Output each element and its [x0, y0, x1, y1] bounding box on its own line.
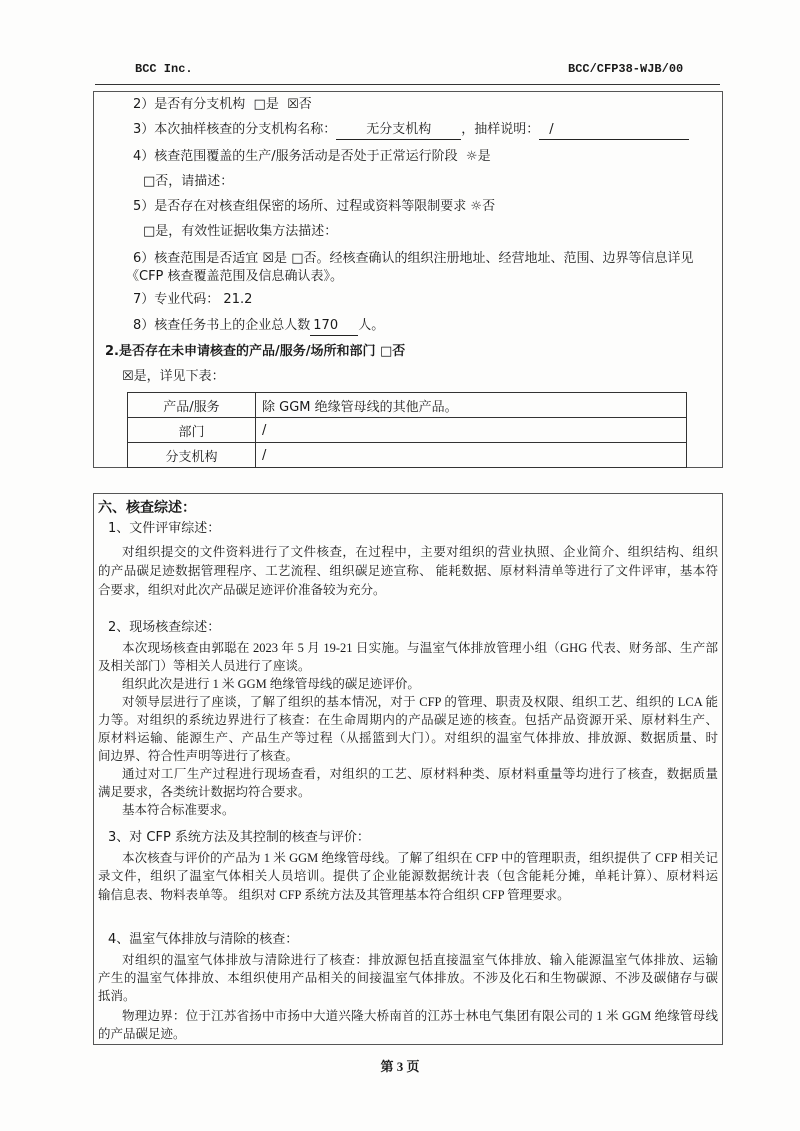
q7-label: 7）专业代码： — [133, 292, 220, 307]
q2 — [133, 96, 312, 114]
table-row — [128, 443, 687, 468]
paragraph-line: 抵消。 — [98, 989, 136, 1003]
paragraph-line: 的产品碳足迹。 — [98, 1027, 186, 1041]
paragraph-line: 组织此次是进行 1 米 GGM 绝缘管母线的碳足迹评价。 — [122, 677, 420, 691]
header-company: BCC Inc. — [135, 62, 193, 76]
header-doc-code: BCC/CFP38-WJB/00 — [568, 62, 684, 76]
headcount-value: 170 — [310, 317, 358, 336]
q7 — [133, 291, 252, 309]
q3-sep: ，抽样说明： — [461, 122, 540, 137]
sample-note-value: / — [539, 121, 689, 140]
row-head: 部门 — [128, 418, 256, 443]
item2-label: 2.是否存在未申请核查的产品/服务/场所和部门 □否 — [105, 344, 406, 359]
q4-label: 4）核查范围覆盖的生产/服务活动是否处于正常运行阶段 — [133, 149, 458, 164]
header-divider — [95, 84, 720, 85]
section6-title: 六、核查综述： — [98, 500, 196, 516]
paragraph-line: 的产品碳足迹数据管理程序、工艺流程、组织碳足迹宣称、 能耗数据、原材料清单等进行了文件评审，基本符 — [98, 564, 718, 578]
paragraph-line: 力等。对组织的系统边界进行了核查：在生命周期内的产品碳足迹的核查。包括产品资源开采、原材料生产、 — [98, 713, 718, 727]
q6-line2: 《CFP 核查覆盖范围及信息确认表》。 — [126, 269, 344, 284]
paragraph-line: 对组织提交的文件资料进行了文件核查，在过程中，主要对组织的营业执照、企业简介、组织结构、组织 — [122, 545, 718, 559]
table-row — [128, 393, 687, 418]
paragraph-line: 输信息表、物料表单等。 组织对 CFP 系统方法及其管理基本符合组织 CFP 管理要求。 — [98, 888, 570, 902]
q5-yes-option[interactable]: □是，有效性证据收集方法描述： — [143, 224, 338, 239]
s2-title: 2、现场核查综述： — [108, 620, 221, 635]
paragraph-line: 原材料运输、能源生产、产品生产等过程（从摇篮到大门）。对组织的温室气体排放、排放源、数据质量、时 — [98, 731, 718, 745]
q5-no-option[interactable]: ☼否 — [470, 199, 496, 214]
q2-label: 2）是否有分支机构 — [133, 97, 246, 112]
industry-code-value: 21.2 — [223, 292, 253, 307]
q4 — [133, 148, 491, 166]
q3 — [133, 121, 689, 140]
q5 — [133, 198, 495, 216]
s1-title: 1、文件评审综述： — [108, 521, 221, 536]
paragraph-line: 及相关部门）等相关人员进行了座谈。 — [98, 659, 311, 673]
unapplied-scope-table — [127, 392, 687, 468]
paragraph-line: 合要求，组织对此次产品碳足迹评价准备较为充分。 — [98, 583, 386, 597]
row-head: 分支机构 — [128, 443, 256, 468]
paragraph-line: 间边界、符合性声明等进行了核查。 — [98, 749, 299, 763]
paragraph-line: 本次现场核查由郭聪在 2023 年 5 月 19-21 日实施。与温室气体排放管理小组（GHG 代表、财务部、生产部 — [122, 641, 718, 655]
row-value: / — [256, 418, 687, 443]
item2-yes-option[interactable]: ☒是，详见下表： — [122, 369, 225, 384]
table-row — [128, 418, 687, 443]
row-value: / — [256, 443, 687, 468]
q4-no-option[interactable]: □否，请描述： — [143, 174, 234, 189]
paragraph-line: 对领导层进行了座谈，了解了组织的基本情况，对于 CFP 的管理、职责及权限、组织工艺、组织的 LCA 能 — [122, 695, 718, 709]
row-head: 产品/服务 — [128, 393, 256, 418]
row-value: 除 GGM 绝缘管母线的其他产品。 — [256, 393, 687, 418]
q2-no-checkbox[interactable]: ☒否 — [287, 97, 312, 112]
paragraph-line: 基本符合标准要求。 — [122, 803, 235, 817]
q4-yes-option[interactable]: ☼是 — [465, 149, 491, 164]
paragraph-line: 录文件，组织了温室气体相关人员培训。提供了企业能源数据统计表（包含能耗分摊，单耗计算）、原材料运 — [98, 869, 718, 883]
paragraph-line: 满足要求，各类统计数据均符合要求。 — [98, 785, 311, 799]
paragraph-line: 通过对工厂生产过程进行现场查看，对组织的工艺、原材料种类、原材料重量等均进行了核查，数据质量 — [122, 767, 718, 781]
paragraph-line: 物理边界：位于江苏省扬中市扬中大道兴隆大桥南首的江苏士林电气集团有限公司的 1 米 GGM 绝缘管母线 — [122, 1009, 718, 1023]
q2-yes-checkbox[interactable]: □是 — [253, 97, 279, 112]
q6-line1: 6）核查范围是否适宜 ☒是 □否。经核查确认的组织注册地址、经营地址、范围、边界等信息详见 — [133, 251, 694, 266]
q3-label: 3）本次抽样核查的分支机构名称： — [133, 122, 337, 137]
q8-unit: 人。 — [358, 318, 385, 333]
q5-label: 5）是否存在对核查组保密的场所、过程或资料等限制要求 — [133, 199, 467, 214]
q8 — [133, 317, 384, 336]
page-number: 第 3 页 — [380, 1059, 420, 1074]
q8-label: 8）核查任务书上的企业总人数 — [133, 318, 311, 333]
paragraph-line: 对组织的温室气体排放与清除进行了核查：排放源包括直接温室气体排放、输入能源温室气体排放、运输 — [122, 953, 718, 967]
s3-title: 3、对 CFP 系统方法及其控制的核查与评价： — [108, 830, 370, 845]
paragraph-line: 本次核查与评价的产品为 1 米 GGM 绝缘管母线。了解了组织在 CFP 中的管理职责，组织提供了 CFP 相关记 — [122, 851, 718, 865]
s4-title: 4、温室气体排放与清除的核查： — [108, 932, 299, 947]
paragraph-line: 产生的温室气体排放、本组织使用产品相关的间接温室气体排放。不涉及化石和生物碳源、不涉及碳储存与碳 — [98, 971, 718, 985]
branch-name-value: 无分支机构 — [336, 121, 461, 140]
